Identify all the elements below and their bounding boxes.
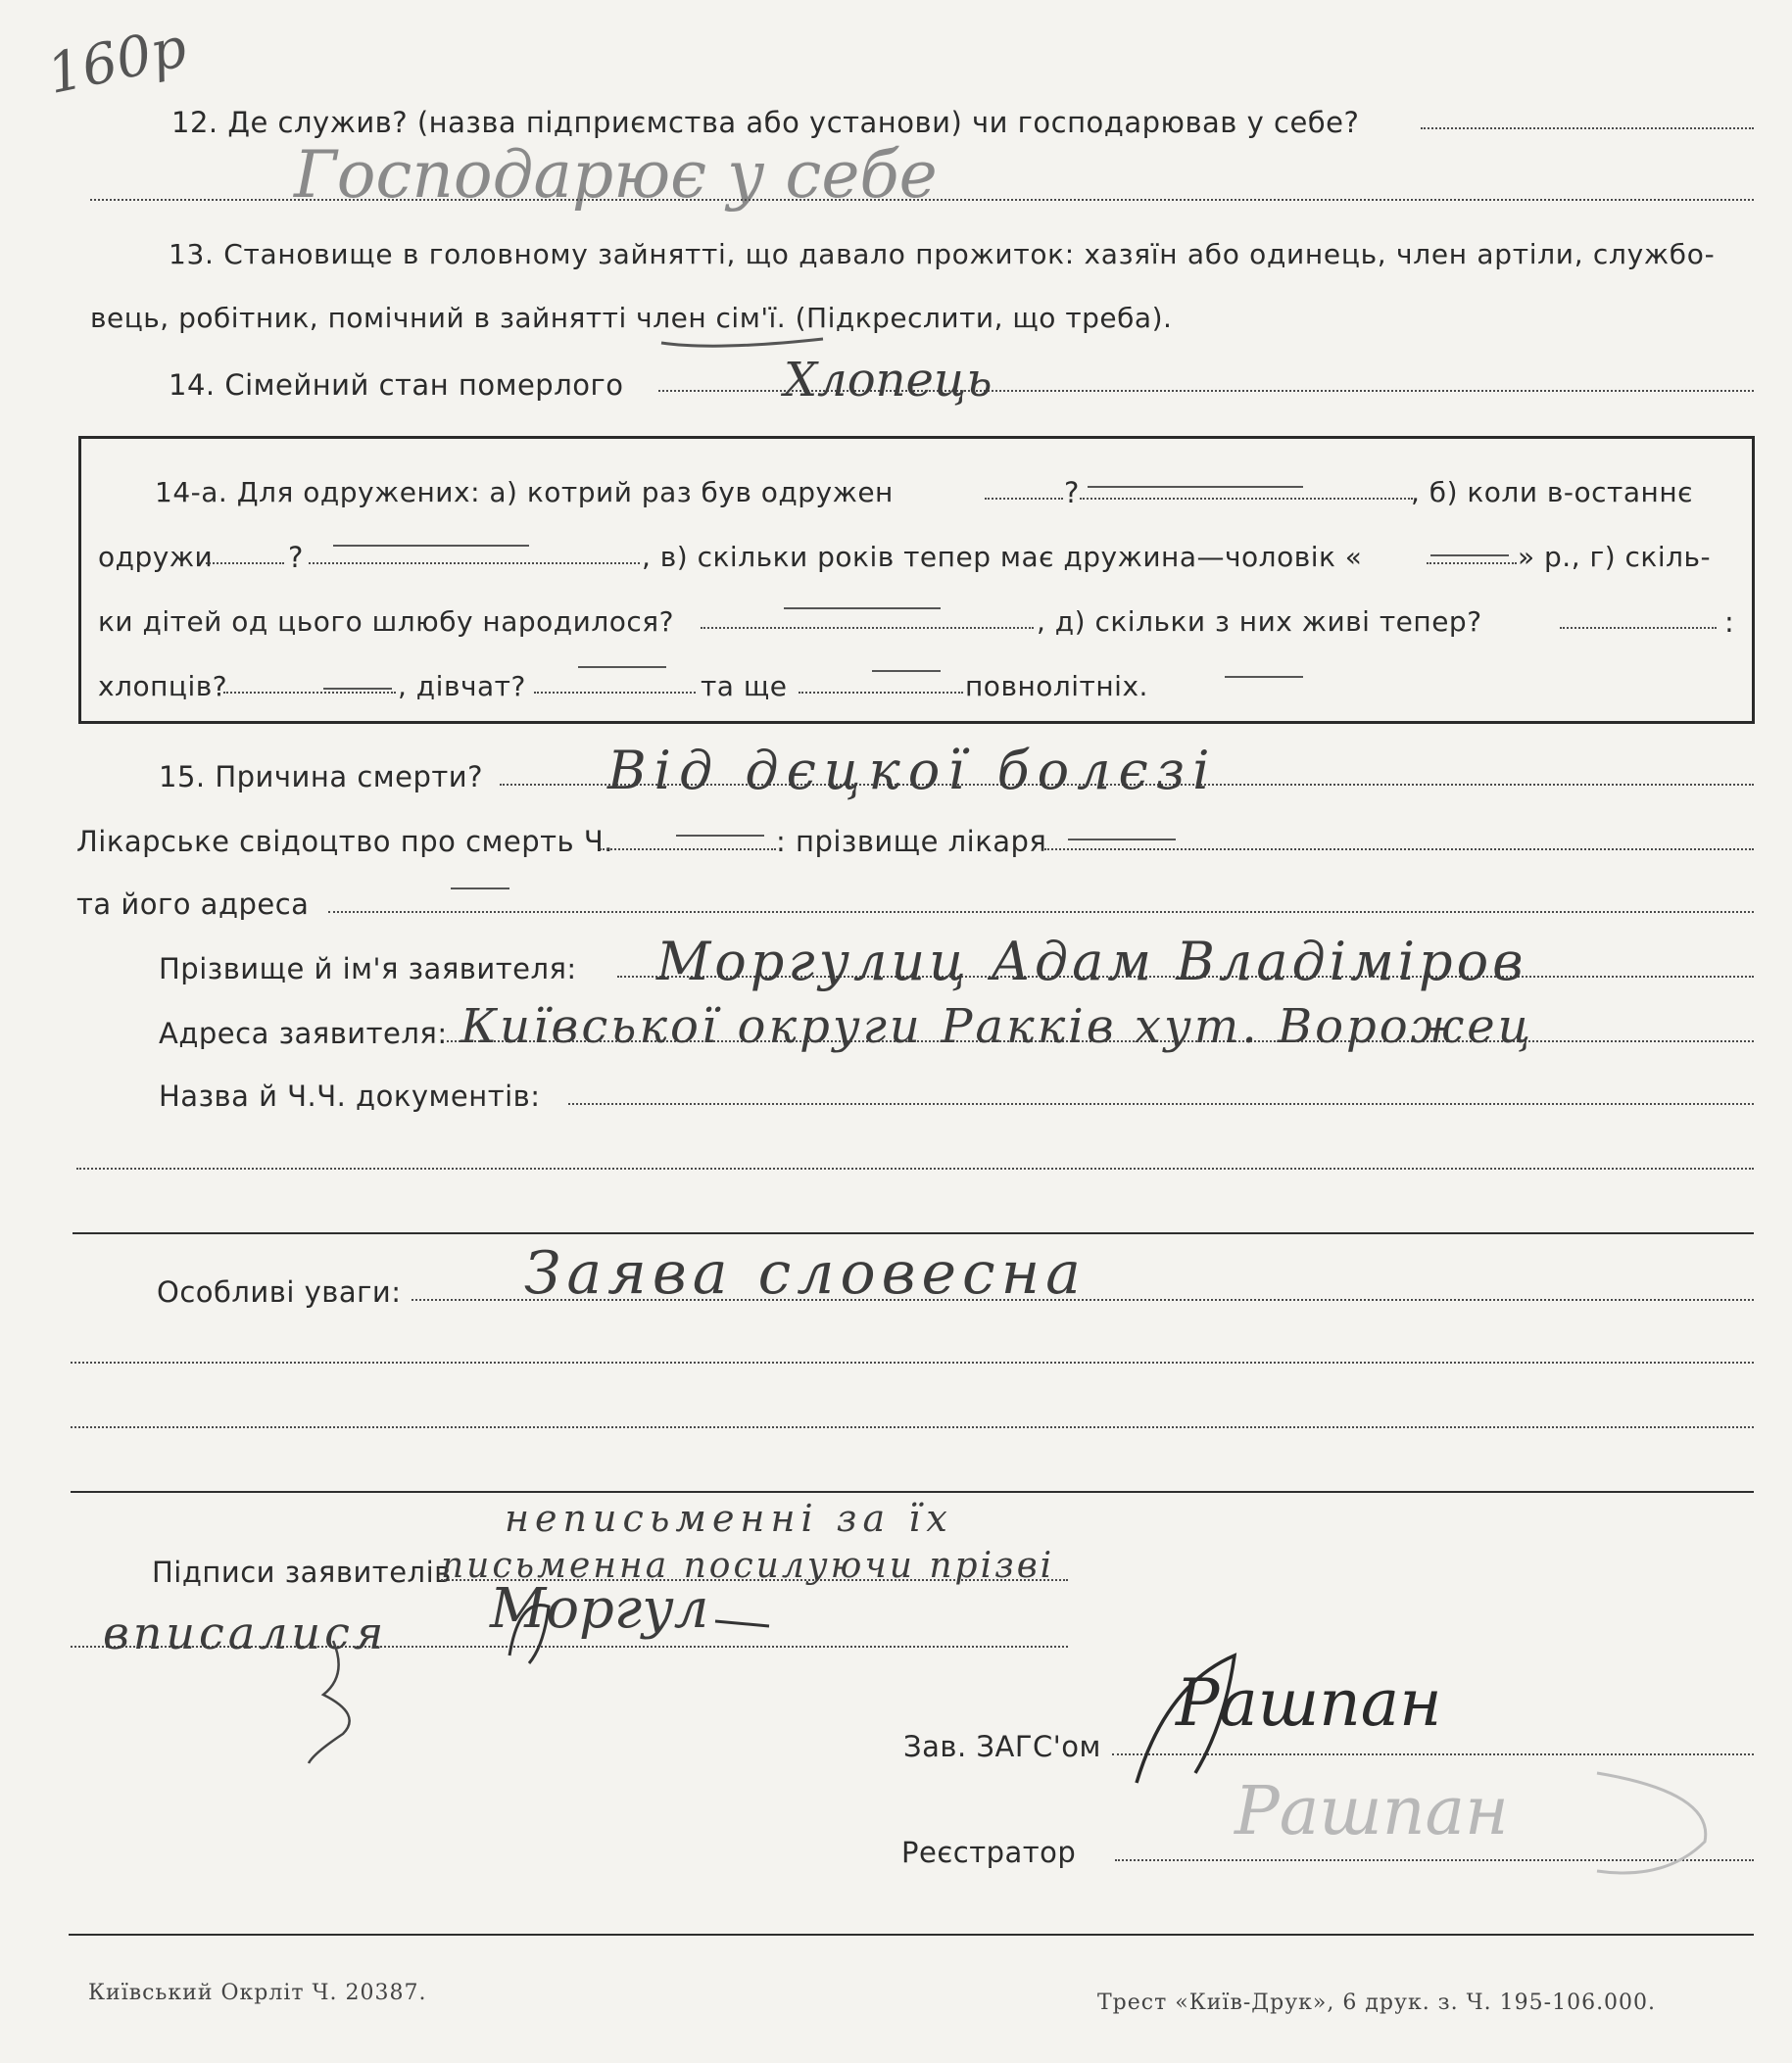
q14a-line4a: хлопців? (98, 670, 228, 702)
q14a-line2a: одружи (98, 541, 214, 573)
q12-dotline-2 (90, 199, 1754, 201)
q14a-dots-1a (985, 498, 1063, 500)
q13-line2: вець, робітник, помічний в зайнятті член сім'ї. (Підкреслити, що треба). (90, 302, 1173, 334)
q14a-line1a: 14-а. Для одружених: а) котрий раз був одружен (155, 476, 894, 508)
registrar-label: Реєстратор (901, 1836, 1077, 1869)
q14a-line4b: , дівчат? (398, 670, 526, 702)
q15-doc-dots (600, 848, 776, 850)
applicant-signature: Моргул (490, 1577, 709, 1641)
q14a-dots-2a (206, 562, 284, 564)
bottom-divider (69, 1934, 1754, 1936)
head-zags-signature-stroke (1127, 1646, 1440, 1793)
q15-answer: Від дєцкої болєзі (607, 740, 1218, 801)
q14a-line2b: , в) скільки років тепер має дружина—чоловік « (642, 541, 1363, 573)
applicant-name-value: Моргулиц Адам Владіміров (656, 931, 1527, 992)
q14a-dash-2c (1430, 554, 1509, 556)
q15-doctor-dots (1044, 848, 1754, 850)
q12-label: 12. Де служив? (назва підприємства або установи) чи господарював у себе? (171, 106, 1360, 139)
q15-address-dots (328, 911, 1754, 913)
q14a-line3a: ки дітей од цього шлюбу народилося? (98, 605, 674, 638)
q14a-dots-3b (1560, 627, 1717, 629)
divider-2 (71, 1491, 1754, 1493)
q14a-dots-3a (701, 627, 1034, 629)
applicant-address-value: Київської округи Ракків хут. Ворожец (460, 999, 1534, 1054)
remarks-dots-2 (71, 1362, 1754, 1364)
q14a-qmark-2: ? (288, 541, 304, 574)
remarks-label: Особливі уваги: (157, 1275, 402, 1309)
applicant-signature-stroke (490, 1587, 784, 1675)
applicant-docs-dots-2 (76, 1168, 1754, 1170)
registrar-signature: Рашпан (1235, 1773, 1509, 1850)
signature-flourish (304, 1636, 392, 1773)
footer-right: Трест «Київ-Друк», 6 друк. з. Ч. 195-106.000. (1097, 1991, 1657, 2015)
applicant-docs-dots-1 (568, 1103, 1754, 1105)
signature-note-bottom: вписалися (103, 1607, 388, 1659)
margin-note: 160р (41, 15, 192, 108)
q14a-dash-3 (784, 607, 941, 609)
q12-answer: Господарює у себе (294, 137, 938, 213)
q15-label: 15. Причина смерти? (159, 760, 484, 793)
q13-line1: 13. Становище в головному зайнятті, що давало прожиток: хазяїн або одинець, член артіли, службо- (169, 238, 1716, 270)
q15-doc-line: Лікарське свідоцтво про смерть Ч. (76, 825, 613, 858)
q14a-dots-1b (1080, 498, 1413, 500)
q14a-line4c: та ще (701, 670, 788, 702)
q14a-dash-4a (323, 688, 392, 690)
applicant-docs-label: Назва й Ч.Ч. документів: (159, 1079, 541, 1113)
q12-dotline-1 (1421, 127, 1754, 129)
q15-doctor-label: : прізвище лікаря (776, 825, 1047, 858)
head-zags-label: Зав. ЗАГС'ом (903, 1730, 1101, 1763)
q14a-line1b: , б) коли в-останнє (1411, 476, 1694, 508)
remarks-value: Заява словесна (524, 1239, 1087, 1308)
signature-note-top: неписьменні за їх (505, 1497, 953, 1540)
q14a-dots-2b (309, 562, 640, 564)
q13-underline (656, 333, 833, 353)
q14a-dots-2c (1427, 562, 1517, 564)
q14-label: 14. Сімейний стан померлого (169, 368, 624, 402)
q14a-dash-2 (333, 545, 529, 547)
q15-address-dash (451, 888, 509, 889)
q14a-dots-4b (534, 692, 696, 694)
registrar-signature-stroke (1587, 1753, 1734, 1900)
footer-left: Київський Окрліт Ч. 20387. (88, 1981, 427, 2005)
q14a-dots-4a (223, 692, 396, 694)
applicant-address-label: Адреса заявителя: (159, 1017, 448, 1050)
signatures-label: Підписи заявителів (152, 1556, 452, 1589)
q14a-dots-4c (799, 692, 963, 694)
head-zags-signature: Рашпан (1176, 1665, 1442, 1741)
remarks-dots-3 (71, 1426, 1754, 1428)
q14a-qmark-1: ? (1064, 476, 1080, 509)
q14a-line4d: повнолітніх. (965, 670, 1148, 702)
q14-answer: Хлопець (784, 353, 993, 408)
q14a-dash-1 (1088, 486, 1303, 488)
q15-doctor-dash (1068, 839, 1176, 840)
q14a-colon: : (1724, 605, 1735, 639)
q14a-line2c: » р., г) скіль- (1518, 541, 1712, 573)
q14a-dash-4b (578, 666, 666, 668)
signature-note-inline: письменна посилуючи прізві (441, 1546, 1055, 1586)
q14a-dash-4d (1225, 676, 1303, 678)
divider-1 (73, 1232, 1754, 1234)
q14a-dash-4c (872, 670, 941, 672)
q15-doc-dash (676, 835, 764, 837)
applicant-name-label: Прізвище й ім'я заявителя: (159, 952, 577, 985)
q14a-line3b: , д) скільки з них живі тепер? (1037, 605, 1482, 638)
q15-address-label: та його адреса (76, 888, 310, 921)
